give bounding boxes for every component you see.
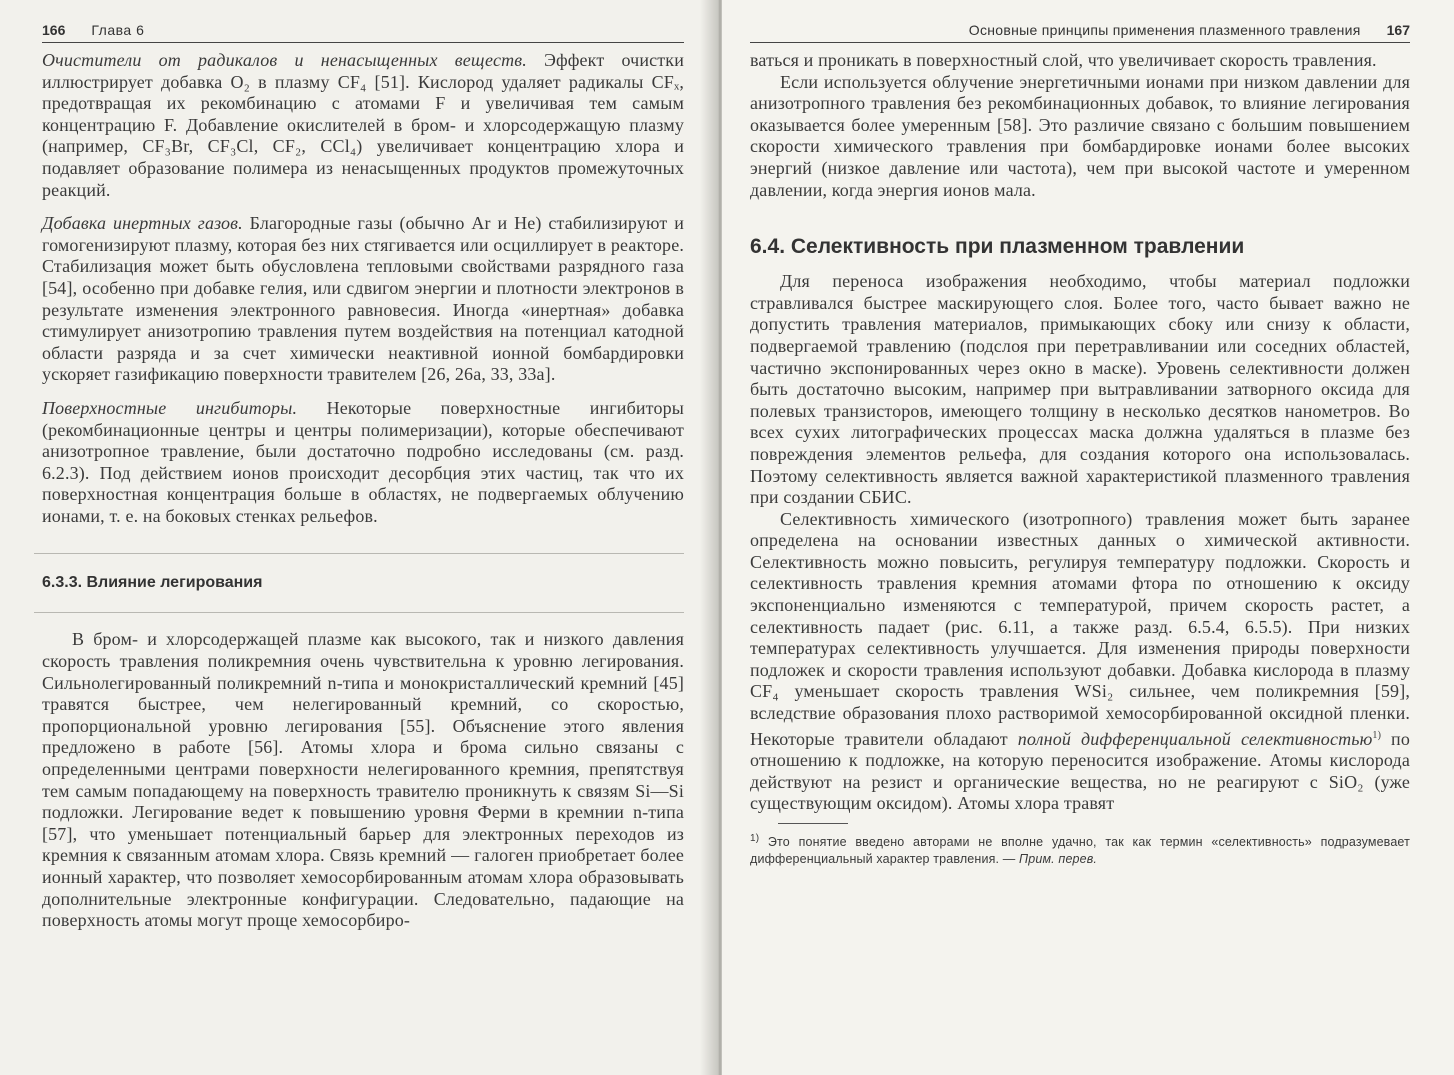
paragraph: Если используется облучение энергетичными ионами при низком давлении для анизотропного травления без рекомбинационных добавок, то влияние легирования оказывается более умеренным [58]. Это различие связано с большим повышением скорости химического травления при бомбардировке ионами более высоких энергий (низкое давление или частота), чем при высокой частоте и умеренном давлении, когда энергия ионов мала. xyxy=(750,71,1410,200)
paragraph-block xyxy=(42,213,684,386)
run-in-heading: Очистители от радикалов и ненасыщенных веществ. xyxy=(42,50,527,70)
chapter-label: Глава 6 xyxy=(91,22,145,38)
paragraph-text: Эффект очистки иллюстрирует добавка O₂ в плазму CF₄ [51]. Кислород удаляет радикалы CFₓ, предотвращая их рекомбинацию с атомами F и увеличивая тем самым концентрацию F. Добавление окислителей в бром- и хлорсодержащую плазму (например, CF₃Br, CF₃Cl, CF₂, CCl₄) увеличивает концентрацию хлора и подавляет образование полимера из ненасыщенных продуктов промежуточных реакций. xyxy=(42,50,684,200)
footnote-marker: 1) xyxy=(750,833,760,844)
section-heading: 6.4. Селективность при плазменном травлении xyxy=(750,235,1245,259)
paragraph xyxy=(750,509,1410,815)
italic-term: полной дифференциальной селективностью xyxy=(1017,728,1373,749)
footnote xyxy=(750,830,1410,868)
footnote-credit: Прим. перев. xyxy=(1019,852,1098,867)
run-in-heading: Поверхностные ингибиторы. xyxy=(42,397,298,418)
running-title: Основные принципы применения плазменного травления xyxy=(968,22,1361,38)
right-page xyxy=(722,0,1454,1075)
paragraph: ваться и проникать в поверхностный слой, что увеличивает скорость травления. xyxy=(750,50,1377,70)
paragraph xyxy=(42,50,684,201)
page-number: 167 xyxy=(1386,22,1410,38)
footnote-rule xyxy=(778,823,848,824)
paragraph-text: по отношению к подложке, на которую переносится изображение. Атомы кислорода действуют на резист и органические вещества, но не реагируют с SiO₂ (уже существующим оксидом). Атомы хлора травят xyxy=(750,728,1410,814)
paragraph-block xyxy=(42,398,684,528)
running-head-right xyxy=(750,22,1410,43)
paragraph-block xyxy=(42,50,684,201)
paragraph-text: Благородные газы (обычно Ar и He) стабилизируют и гомогенизируют плазму, которая без них стягивается или осциллирует в реакторе. Стабилизация может быть обусловлена тепловыми свойствами разрядного газа [54], особенно при добавке гелия, или сдвигом энергии и плотности электронов в результате изменения электронного равновесия. Иногда «инертная» добавка стимулирует анизотропию травления путем воздействия на потенциал катодной области разряда и за счет химически неактивной ионной бомбардировки ускоряет газификацию поверхности травителем [26, 26a, 33, 33a]. xyxy=(42,213,684,385)
footnote-marker: 1) xyxy=(1372,729,1382,741)
paragraph xyxy=(42,213,684,386)
running-head-left xyxy=(42,22,684,43)
run-in-heading: Добавка инертных газов. xyxy=(42,213,243,234)
subsection-heading-box xyxy=(34,553,684,613)
paragraph: Для переноса изображения необходимо, чтобы материал подложки стравливался быстрее маскирующего слоя. Более того, часто бывает важно не допустить травления материалов, примыкающих сбоку или снизу к области, подвергаемой травлению (подслоя при перетравливании или соседних областей, частично экспонированных через окно в маске). Уровень селективности должен быть достаточно высоким, например при вытравливании затворного оксида для полевых транзисторов, имеющего толщину в несколько десятков нанометров. Во всех сухих литографических процессах маска должна удаляться в плазме без повреждения элементов рельефа, для создания которого она использовалась. Поэтому селективность является важной характеристикой плазменного травления при создании СБИС. xyxy=(750,271,1410,508)
page-number: 166 xyxy=(42,22,66,38)
paragraph-text: Селективность химического (изотропного) травления может быть заранее определена на основании известных данных о химической активности. Селективность можно повысить, регулируя температуру подложки. Скорость и селективность травления кремния атомами фтора по отношению к оксиду экспоненциально изменяются с температурой, причем скорость растет, а селективность падает (рис. 6.11, а также разд. 6.5.4, 6.5.5). При низких температурах селективность улучшается. Для изменения природы поверхности подложек и скорости травления используют добавки. Добавка кислорода в плазму CF₄ уменьшает скорость травления WSi₂ сильнее, чем поликремния [59], вследствие образования плохо растворимой хемосорбированной оксидной пленки. Некоторые травители обладают xyxy=(750,508,1410,749)
paragraph xyxy=(42,398,684,528)
paragraph-text: Некоторые поверхностные ингибиторы (рекомбинационные центры и центры полимеризации), которые обеспечивают анизотропное травление, были достаточно подробно исследованы (см. разд. 6.2.3). Под действием ионов происходит десорбция этих частиц, так что их поверхностная концентрация больше в областях, не подвергаемых облучению ионами, т. е. на боковых стенках рельефов. xyxy=(42,397,684,526)
paragraph: В бром- и хлорсодержащей плазме как высокого, так и низкого давления скорость травления поликремния очень чувствительна к уровню легирования. Сильнолегированный поликремний n-типа и монокристаллический кремний [45] травятся быстрее, чем нелегированный кремний, со скоростью, пропорциональной уровню легирования [55]. Объяснение этого явления предложено в работе [56]. Атомы хлора и брома сильно связаны с определенными центрами поверхности нелегированного кремния, препятствуя тем самым попадающему на поверхность травителю проникнуть к связям Si—Si подложки. Легирование ведет к повышению уровня Ферми в кремнии n-типа [57], что уменьшает потенциальный барьер для электронных переходов из кремния к связанным атомам хлора. Связь кремний — галоген приобретает более ионный характер, что позволяет хемосорбированным атомам хлора образовывать дополнительные электронные конфигурации. Следовательно, падающие на поверхность атомы могут проще хемосорбиро- xyxy=(42,629,684,931)
subsection-heading: 6.3.3. Влияние легирования xyxy=(42,574,263,592)
footnote-text: Это понятие введено авторами не вполне удачно, так как термин «селективность» подразумевает дифференциальный характер травления. — xyxy=(750,835,1410,867)
left-page xyxy=(0,0,714,1075)
